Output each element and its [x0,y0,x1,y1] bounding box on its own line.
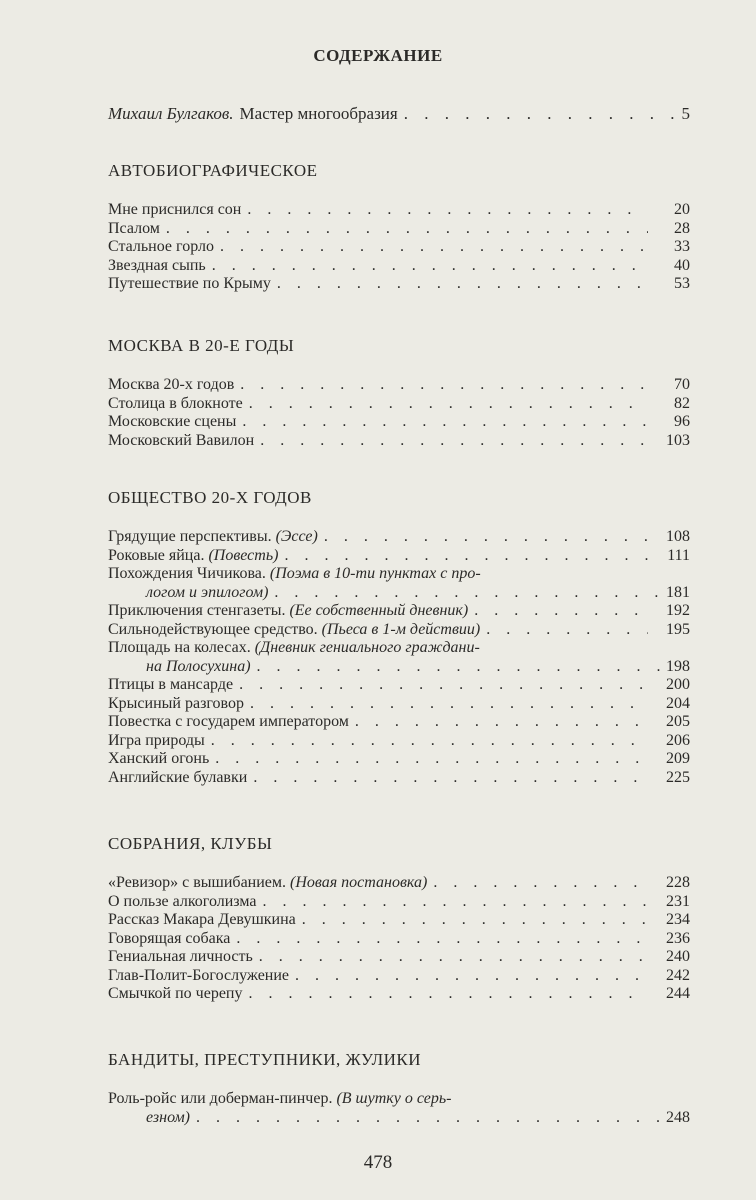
intro-title: Мастер многообразия [239,104,398,123]
entry-title: Грядущие перспективы. [108,528,272,545]
entry-title: Стальное горло [108,238,214,255]
entry-title: Московский Вавилон [108,431,255,449]
entry-page: 198 [666,657,690,675]
entry-title: Крысиный разговор [108,694,244,712]
entry-page: 40 [674,256,690,274]
toc-entry [108,750,690,769]
section-heading: БАНДИТЫ, ПРЕСТУПНИКИ, ЖУЛИКИ [108,1050,422,1069]
entry-page: 111 [667,546,690,564]
dot-leader [274,584,660,603]
entry-page: 244 [666,985,690,1002]
section-moscow-20s [108,336,690,450]
entry-title: Игра природы [108,731,205,749]
intro-author: Михаил Булгаков. [108,104,234,123]
entry-title: Путешествие по Крыму [108,275,271,292]
entry-page: 205 [666,713,690,730]
dot-leader [295,967,648,986]
toc-entry [108,676,690,695]
entry-title: Говорящая собака [108,929,231,947]
entry-page: 181 [666,583,690,601]
entry-title: Московские сцены [108,413,237,430]
entry-title: Рассказ Макара Девушкина [108,911,296,928]
entry-page: 209 [666,750,690,767]
toc-entry [108,528,690,547]
toc-entry [108,732,690,751]
entry-page: 236 [666,929,690,947]
dot-leader [355,713,648,732]
section-meetings-clubs [108,834,690,1004]
toc-entry [108,930,690,949]
toc-entry [108,713,690,732]
entry-title: Ханский огонь [108,750,210,767]
toc-entry [108,201,690,220]
toc-entry [108,621,690,640]
dot-leader [212,257,648,276]
entry-title: Площадь на колесах. [108,639,251,656]
entry-subtitle: (Повесть) [208,546,279,564]
toc-entry [108,911,690,930]
toc-entry [108,874,690,893]
entry-subtitle-continuation: логом и эпилогом) [146,583,269,601]
page-title: СОДЕРЖАНИЕ [313,46,443,65]
entry-title: Роль-ройс или доберман-пинчер. [108,1090,333,1107]
page-number: 478 [363,1152,393,1173]
toc-entry [108,547,690,566]
dot-leader [242,413,648,432]
dot-leader [220,238,648,257]
entry-title: О пользе алкоголизма [108,892,257,910]
dot-leader [302,911,648,930]
toc-entry [108,695,690,714]
section-autobiographical [108,161,690,294]
entry-page: 195 [666,620,690,638]
entry-title: Москва 20-х годов [108,376,235,393]
entry-page: 225 [666,768,690,786]
entry-title: Повестка с государем императором [108,713,349,730]
entry-subtitle: (Новая постановка) [290,874,428,891]
entry-title: Птицы в мансарде [108,676,234,693]
entry-subtitle-continuation: на Полосухина) [146,657,251,675]
toc-entry [108,769,690,788]
entry-subtitle-continuation: езном) [146,1108,190,1126]
entry-page: 242 [666,966,690,984]
dot-leader [253,769,648,788]
entry-page: 103 [666,431,690,449]
entry-page: 206 [666,731,690,749]
entry-title: Роковые яйца. [108,546,205,564]
toc-entry [108,432,690,451]
section-heading: ОБЩЕСТВО 20-Х ГОДОВ [108,488,312,507]
entry-title: Сильнодействующее средство. [108,620,318,638]
dot-leader [257,658,660,677]
entry-title: Английские булавки [108,768,248,786]
entry-subtitle: (В шутку о серь- [336,1090,452,1107]
entry-title: Глав-Полит-Богослужение [108,966,290,984]
entry-page: 33 [674,238,690,255]
intro-page: 5 [681,104,690,123]
toc-entry [108,376,690,395]
dot-leader [196,1109,660,1128]
entry-subtitle: (Эссе) [275,528,318,545]
section-heading: МОСКВА В 20-Е ГОДЫ [108,336,295,355]
entry-page: 20 [674,201,690,218]
dot-leader [215,750,648,769]
toc-entry [108,967,690,986]
toc-entry [108,565,690,602]
dot-leader [277,275,648,294]
entry-title: Гениальная личность [108,948,253,965]
entry-page: 248 [666,1108,690,1126]
entry-title: Смычкой по черепу [108,985,243,1002]
dot-leader [236,930,648,949]
entry-subtitle: (Ее собственный дневник) [289,602,469,619]
toc-entry [108,275,690,294]
entry-title: Похождения Чичикова. [108,565,266,582]
dot-leader [240,376,648,395]
dot-leader [474,602,648,621]
section-heading: СОБРАНИЯ, КЛУБЫ [108,834,273,853]
dot-leader [260,432,648,451]
dot-leader [247,201,648,220]
entry-page: 53 [674,275,690,292]
entry-page: 96 [674,413,690,430]
entry-page: 234 [666,911,690,928]
entry-title: Мне приснился сон [108,201,242,218]
entry-page: 70 [674,376,690,393]
toc-entry [108,948,690,967]
dot-leader [249,985,649,1004]
dot-leader [166,220,648,239]
entry-page: 108 [666,528,690,545]
entry-subtitle: (Дневник гениального граждани- [254,639,480,656]
section-heading: АВТОБИОГРАФИЧЕСКОЕ [108,161,318,180]
dot-leader [211,732,648,751]
entry-title: Столица в блокноте [108,394,243,412]
toc-entry [108,413,690,432]
dot-leader [486,621,648,640]
dot-leader [250,695,648,714]
dot-leader [249,395,648,414]
entry-page: 204 [666,694,690,712]
dot-leader [324,528,648,547]
dot-leader [263,893,648,912]
entry-title: Звездная сыпь [108,256,206,274]
toc-entry [108,220,690,239]
dot-leader [284,547,648,566]
toc-entry [108,395,690,414]
section-society-20s [108,488,690,787]
entry-page: 192 [666,602,690,619]
toc-entry [108,602,690,621]
entry-page: 28 [674,219,690,237]
toc-entry [108,985,690,1004]
entry-page: 240 [666,948,690,965]
entry-page: 231 [666,892,690,910]
dot-leader [259,948,648,967]
dot-leader [404,104,676,124]
toc-entry [108,238,690,257]
entry-title: Приключения стенгазеты. [108,602,286,619]
entry-page: 82 [674,394,690,412]
entry-title: «Ревизор» с вышибанием. [108,874,287,891]
entry-subtitle: (Поэма в 10-ти пунктах с про- [269,565,481,582]
toc-entry [108,639,690,676]
section-bandits [108,1050,690,1127]
entry-subtitle: (Пьеса в 1-м действии) [321,620,481,638]
entry-page: 200 [666,676,690,693]
entry-page: 228 [666,874,690,891]
entry-title: Псалом [108,219,160,237]
toc-entry [108,257,690,276]
intro-entry [108,104,690,124]
dot-leader [239,676,648,695]
toc-entry [108,1090,690,1127]
dot-leader [433,874,648,893]
toc-entry [108,893,690,912]
